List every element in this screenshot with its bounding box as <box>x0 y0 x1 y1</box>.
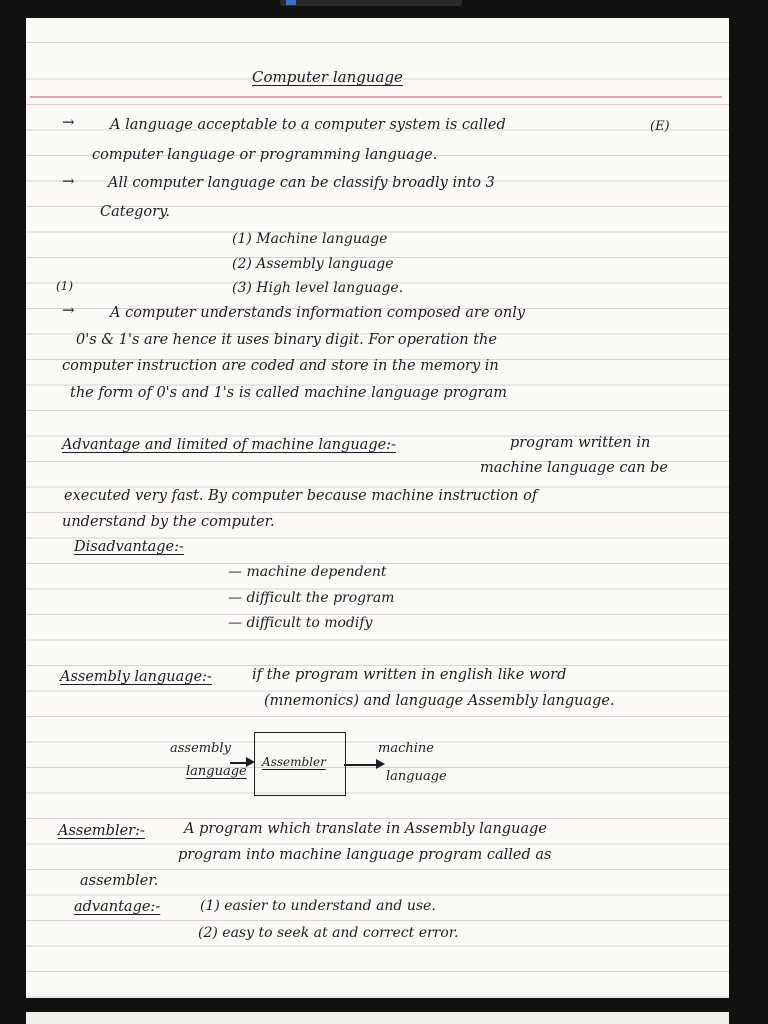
section-heading: advantage:- <box>74 899 161 915</box>
page-title: Computer language <box>252 68 403 86</box>
top-bar <box>280 0 462 6</box>
diagram-output-label: language <box>386 769 447 784</box>
section-heading: Disadvantage:- <box>74 539 184 555</box>
list-item: (1) easier to understand and use. <box>200 898 436 914</box>
text-line: the form of 0's and 1's is called machine language program <box>70 385 507 401</box>
text-line: computer instruction are coded and store in the memory in <box>62 358 499 374</box>
list-item: (3) High level language. <box>232 280 404 296</box>
text-line: executed very fast. By computer because machine instruction of <box>64 488 538 504</box>
text-note: (1) <box>56 279 73 293</box>
arrow-bullet: → <box>62 172 75 190</box>
text-line: A computer understands information composed are only <box>110 305 526 321</box>
section-heading: Advantage and limited of machine language:- <box>62 437 396 453</box>
diagram-arrow-out <box>344 764 378 766</box>
section-heading: Assembler:- <box>58 823 145 839</box>
list-item: — difficult the program <box>228 590 395 606</box>
next-page-edge <box>26 1012 729 1024</box>
text-line: All computer language can be classify broadly into 3 <box>108 175 495 191</box>
section-heading: Assembly language:- <box>60 669 212 685</box>
arrow-bullet: → <box>62 113 75 131</box>
text-line: if the program written in english like word <box>252 667 567 683</box>
text-line: program into machine language program called as <box>178 847 552 863</box>
text-line: machine language can be <box>480 460 668 476</box>
text-line: A program which translate in Assembly language <box>184 821 547 837</box>
list-item: (2) Assembly language <box>232 256 394 272</box>
text-line: assembler. <box>80 873 159 889</box>
text-line: program written in <box>510 435 651 451</box>
page-header-rule <box>30 96 722 98</box>
list-item: — difficult to modify <box>228 615 373 631</box>
list-item: (2) easy to seek at and correct error. <box>198 925 459 941</box>
text-line: A language acceptable to a computer system is called <box>110 117 506 133</box>
diagram-input-label: language <box>186 764 247 779</box>
text-line: understand by the computer. <box>62 514 275 530</box>
text-note: (E) <box>650 119 670 134</box>
text-line: computer language or programming language. <box>92 147 438 163</box>
list-item: — machine dependent <box>228 564 387 580</box>
diagram-input-label: assembly <box>170 741 231 756</box>
diagram-output-label: machine <box>378 741 434 756</box>
text-line: (mnemonics) and language Assembly language. <box>264 693 615 709</box>
list-item: (1) Machine language <box>232 231 388 247</box>
text-line: 0's & 1's are hence it uses binary digit. For operation the <box>76 332 497 348</box>
text-line: Category. <box>100 204 170 220</box>
diagram-arrowhead-out <box>376 759 385 769</box>
diagram-box-label: Assembler <box>262 755 326 769</box>
arrow-bullet: → <box>62 301 75 319</box>
tab-indicator <box>286 0 296 5</box>
